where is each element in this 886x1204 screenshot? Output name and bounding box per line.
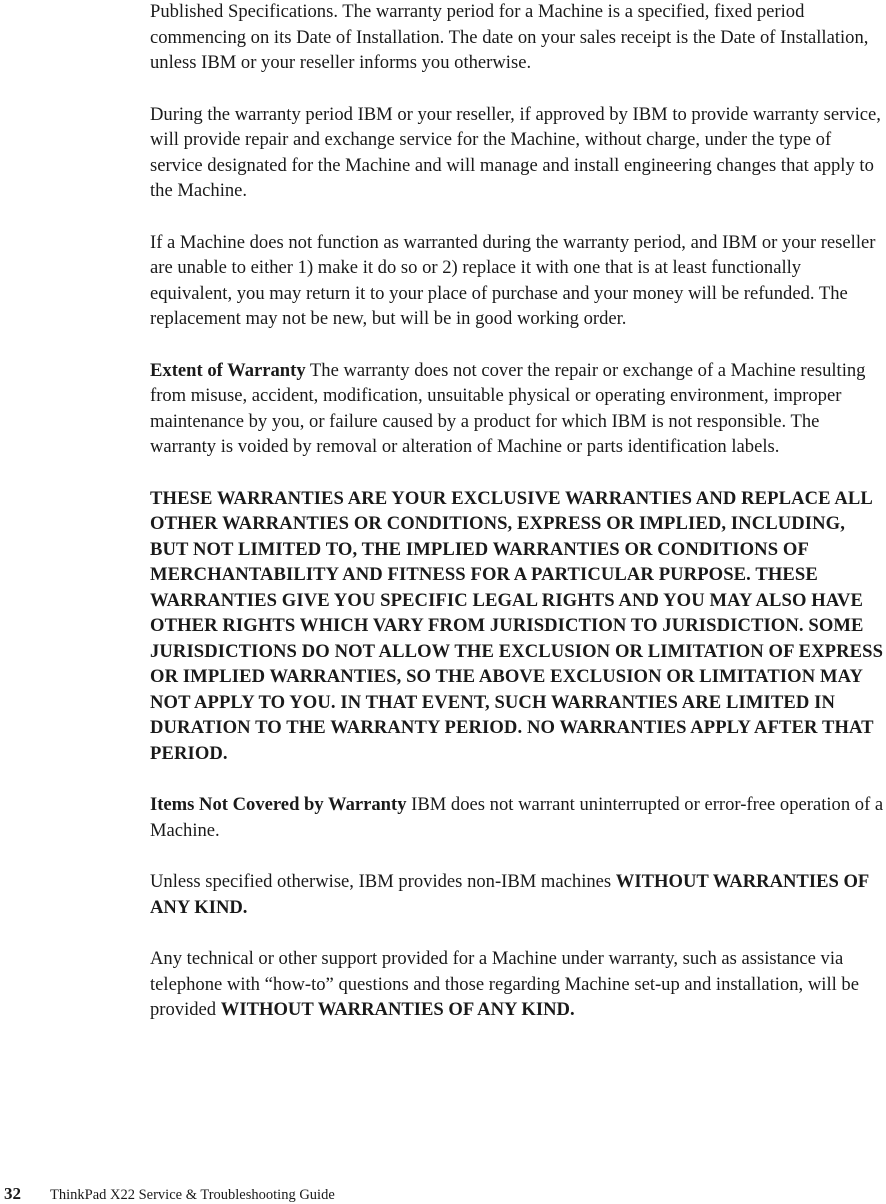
items-not-covered-body: IBM does not warrant uninterrupted or error-free operation of a Machine. <box>150 794 884 841</box>
non-ibm-body: Unless specified otherwise, IBM provides non-IBM machines <box>150 871 616 892</box>
page-number: 32 <box>4 1184 21 1203</box>
support-paragraph <box>150 946 884 1023</box>
extent-of-warranty-body: The warranty does not cover the repair or exchange of a Machine resulting from misuse, accident, modification, unsuitable physical or operating environment, improper maintenance by you, or failure caused by a product for which IBM is not responsible. The warranty is voided by removal or alteration of Machine or parts identification labels. <box>150 359 866 457</box>
support-body: Any technical or other support provided for a Machine under warranty, such as assistance via telephone with “how-to” questions and those regarding Machine set-up and installation, will be provided <box>150 948 859 1020</box>
support-bold: WITHOUT WARRANTIES OF ANY KIND. <box>220 999 575 1020</box>
items-not-covered-heading: Items Not Covered by Warranty <box>150 794 407 815</box>
refund-paragraph: If a Machine does not function as warranted during the warranty period, and IBM or your reseller are unable to either 1) make it do so or 2) replace it with one that is at least functionally equivalent, you may return it to your place of purchase and your money will be refunded. The replacement may not be new, but will be in good working order. <box>150 231 876 329</box>
footer-title: ThinkPad X22 Service & Troubleshooting Guide <box>50 1187 335 1203</box>
extent-of-warranty-heading: Extent of Warranty <box>150 359 306 381</box>
non-ibm-bold: WITHOUT WARRANTIES OF ANY KIND. <box>150 871 869 918</box>
page-footer <box>0 1184 335 1204</box>
extent-of-warranty-paragraph <box>150 358 884 460</box>
body-text <box>150 0 884 1049</box>
non-ibm-paragraph <box>150 869 884 920</box>
warranty-service-paragraph: During the warranty period IBM or your reseller, if approved by IBM to provide warranty service, will provide repair and exchange service for the Machine, without charge, under the type of service designated for the Machine and will manage and install engineering changes that apply to the Machine. <box>150 103 881 201</box>
warranty-period-paragraph: Published Specifications. The warranty period for a Machine is a specified, fixed period commencing on its Date of Installation. The date on your sales receipt is the Date of Installation, unless IBM or your reseller informs you otherwise. <box>150 1 869 73</box>
disclaimer-paragraph: THESE WARRANTIES ARE YOUR EXCLUSIVE WARRANTIES AND REPLACE ALL OTHER WARRANTIES OR CONDITIONS, EXPRESS OR IMPLIED, INCLUDING, BUT NOT LIMITED TO, THE IMPLIED WARRANTIES OR CONDITIONS OF MERCHANTABILITY AND FITNESS FOR A PARTICULAR PURPOSE. THESE WARRANTIES GIVE YOU SPECIFIC LEGAL RIGHTS AND YOU MAY ALSO HAVE OTHER RIGHTS WHICH VARY FROM JURISDICTION TO JURISDICTION. SOME JURISDICTIONS DO NOT ALLOW THE EXCLUSION OR LIMITATION OF EXPRESS OR IMPLIED WARRANTIES, SO THE ABOVE EXCLUSION OR LIMITATION MAY NOT APPLY TO YOU. IN THAT EVENT, SUCH WARRANTIES ARE LIMITED IN DURATION TO THE WARRANTY PERIOD. NO WARRANTIES APPLY AFTER THAT PERIOD. <box>150 487 884 764</box>
items-not-covered-paragraph <box>150 792 884 843</box>
